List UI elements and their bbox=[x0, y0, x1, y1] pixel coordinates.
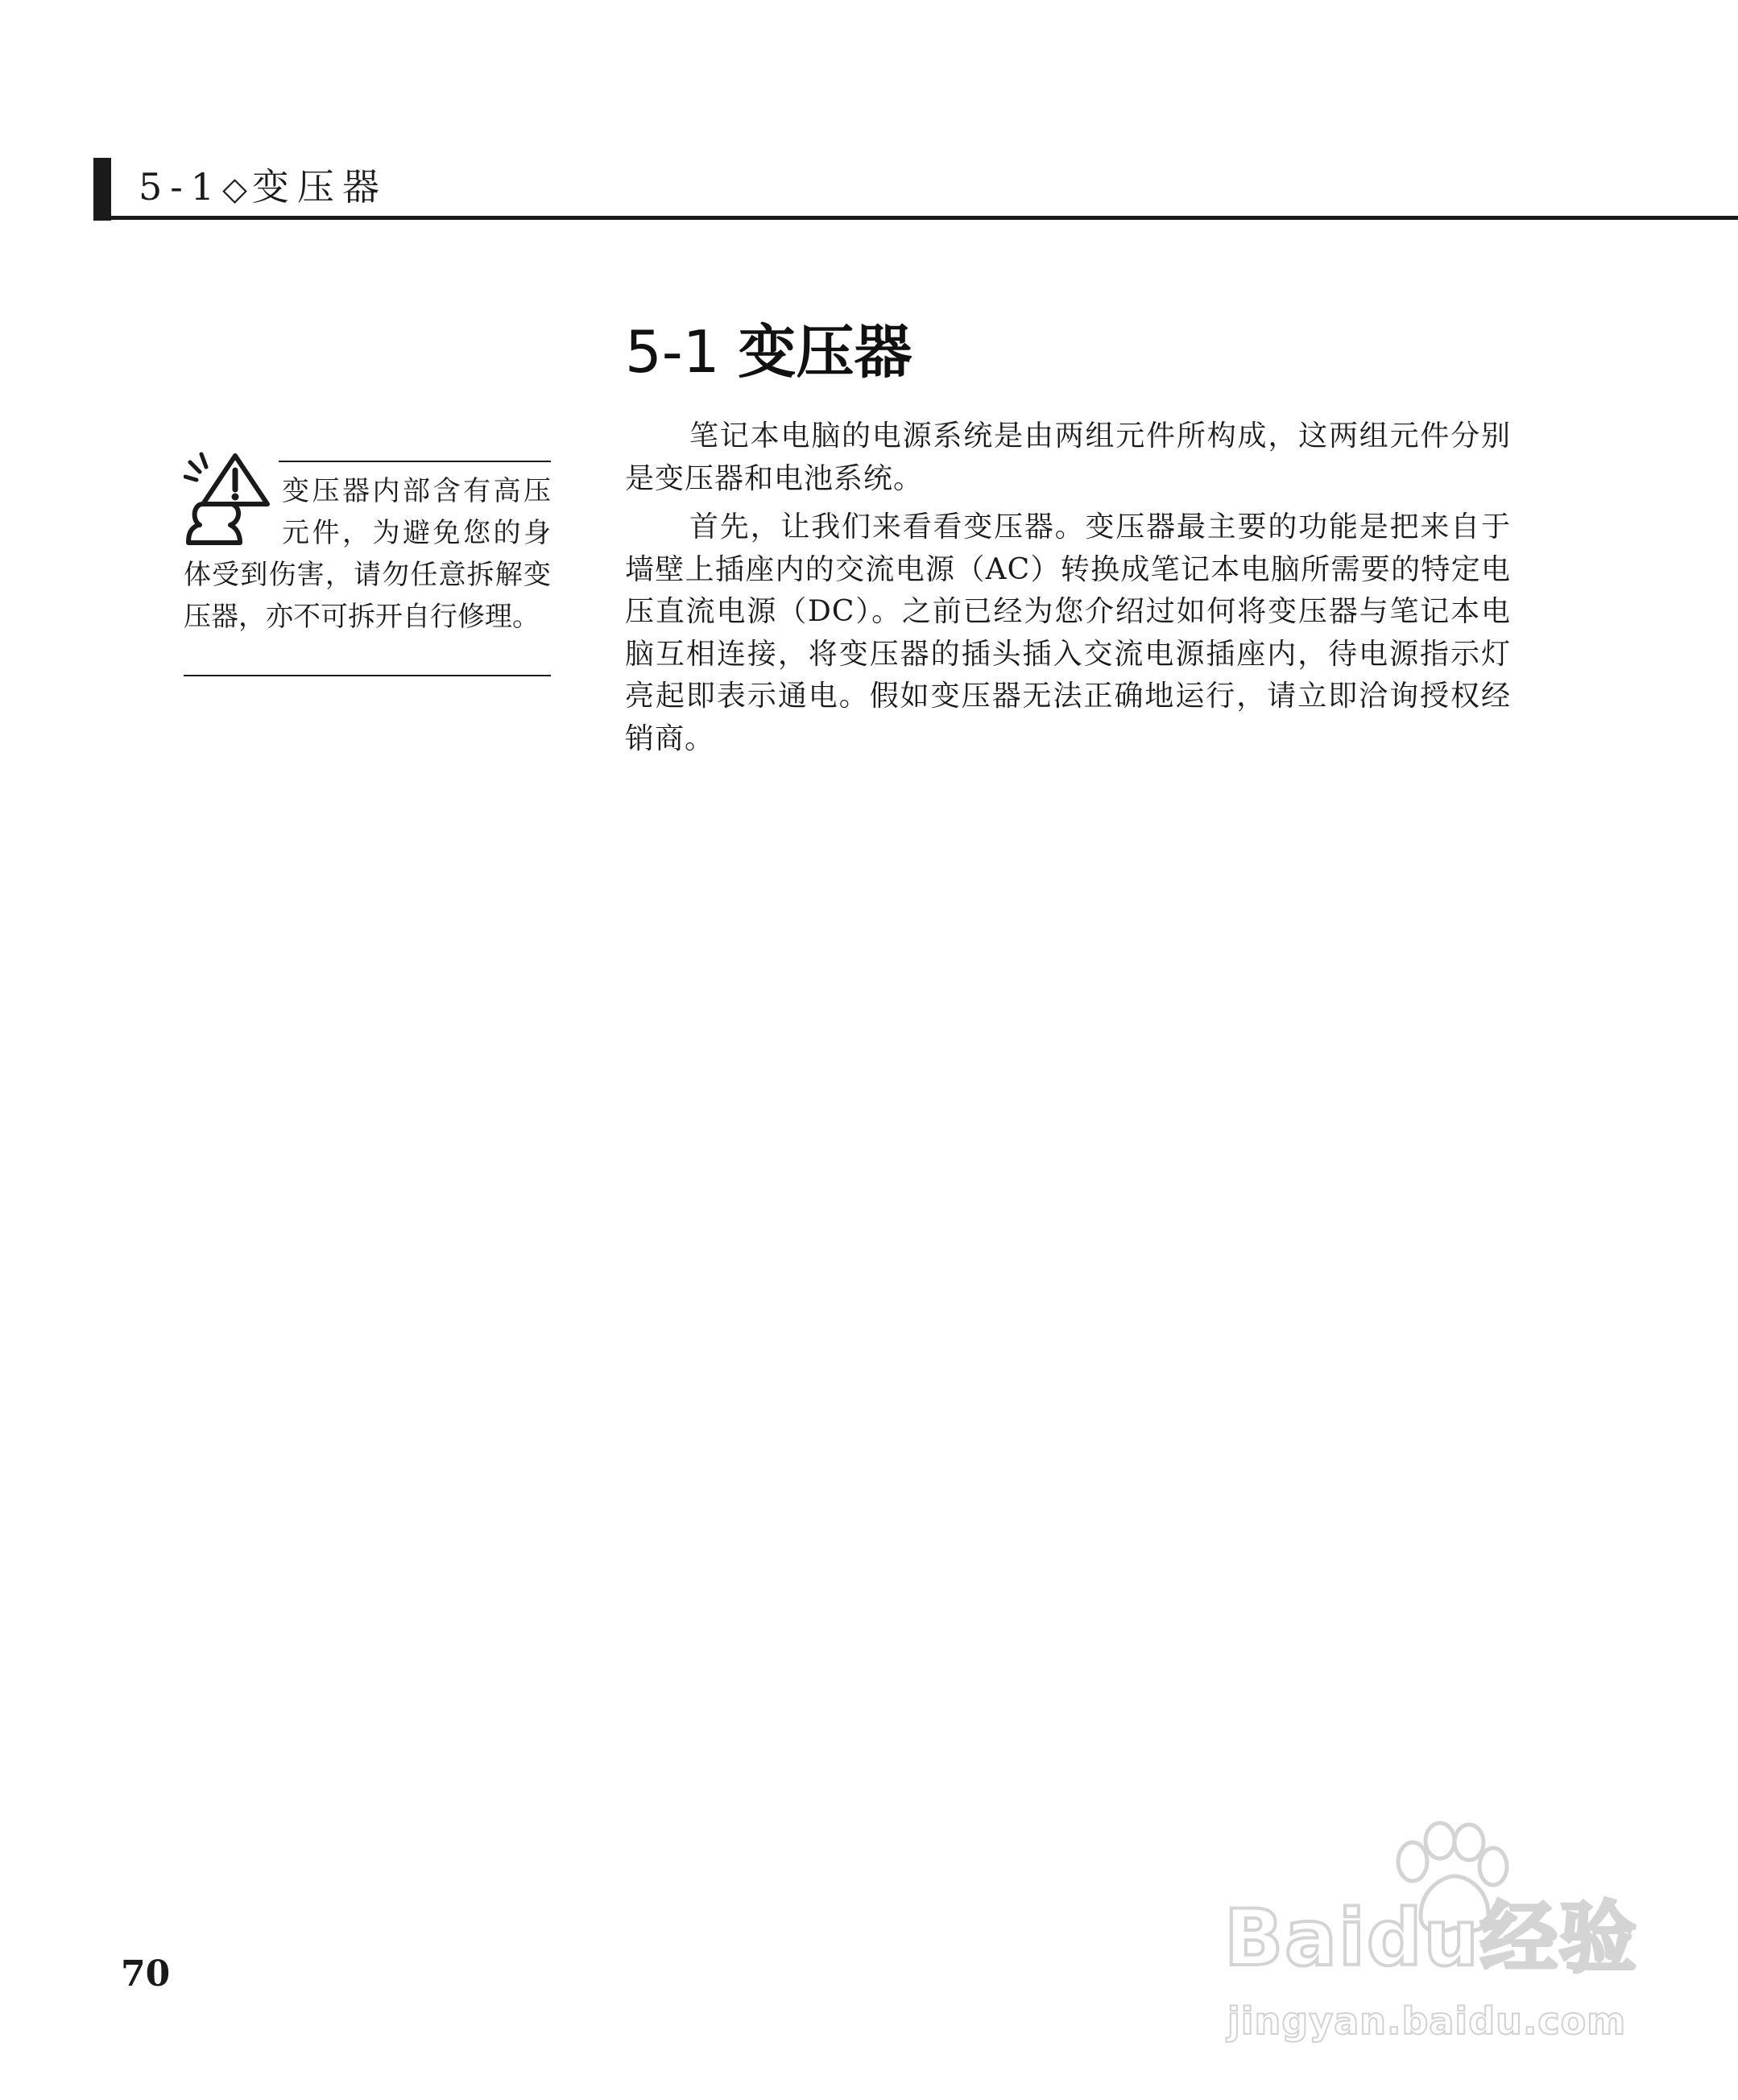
watermark-logo: Baidu经验 bbox=[1224, 1893, 1638, 1983]
header-title bbox=[139, 164, 387, 212]
paragraph: 笔记本电脑的电源系统是由两组元件所构成，这两组元件分别是变压器和电池系统。 bbox=[625, 420, 1511, 495]
running-header bbox=[93, 158, 1738, 221]
paragraph: 首先，让我们来看看变压器。变压器最主要的功能是把来自于墙壁上插座内的交流电源（AC）转换成笔记本电脑所需要的特定电压直流电源（DC）。之前已经为您介绍过如何将变压器与笔记本电脑互相连接，将变压器的插头插入交流电源插座内，待电源指示灯亮起即表示通电。假如变压器无法正确地运行，请立即洽询授权经销商。 bbox=[625, 511, 1511, 755]
page-number: 70 bbox=[121, 1953, 171, 1995]
section-title-number: 5-1 bbox=[625, 318, 720, 386]
section-title-text: 变压器 bbox=[738, 318, 912, 386]
caution-note-body: 变压器内部含有高压元件，为避免您的身体受到伤害，请勿任意拆解变压器，亦不可拆开自行修理。 bbox=[184, 475, 551, 633]
section-title bbox=[625, 316, 912, 388]
body-text bbox=[625, 415, 1511, 767]
note-top-rule bbox=[279, 461, 551, 462]
header-rule bbox=[93, 216, 1738, 220]
diamond-icon: ◇ bbox=[222, 171, 252, 208]
caution-note-text bbox=[184, 470, 551, 638]
header-section-number: 5-1 bbox=[139, 165, 223, 209]
header-marker-bar bbox=[93, 158, 111, 221]
baidu-watermark bbox=[1208, 1820, 1659, 2077]
watermark-url: jingyan.baidu.com bbox=[1227, 1999, 1627, 2043]
note-bottom-rule bbox=[184, 675, 551, 676]
header-section-title: 变压器 bbox=[251, 165, 387, 209]
